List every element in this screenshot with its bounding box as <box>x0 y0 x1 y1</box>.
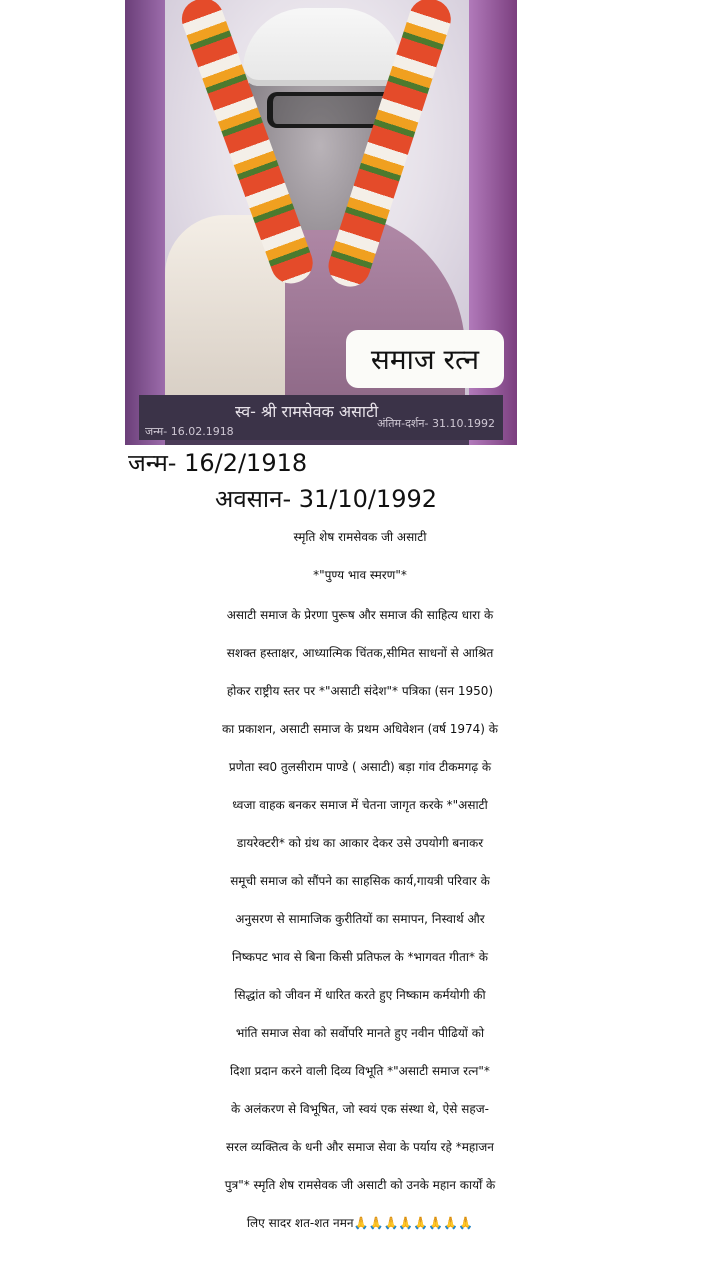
body-line: निष्कपट भाव से बिना किसी प्रतिफल के *भागवत गीता* के <box>232 950 488 964</box>
body-line: लिए सादर शत-शत नमन🙏🙏🙏🙏🙏🙏🙏🙏 <box>246 1216 474 1230</box>
body-line: प्रणेता स्व0 तुलसीराम पाण्डे ( असाटी) बड़ा गांव टीकमगढ़ के <box>228 760 492 774</box>
memorial-title: स्मृति शेष रामसेवक जी असाटी <box>293 530 427 544</box>
body-line: के अलंकरण से विभूषित, जो स्वयं एक संस्था थे, ऐसे सहज- <box>231 1102 489 1116</box>
body-line: सिद्धांत को जीवन में धारित करते हुए निष्काम कर्मयोगी की <box>234 988 486 1002</box>
body-line: असाटी समाज के प्रेरणा पुरूष और समाज की साहित्य धारा के <box>226 608 494 622</box>
memorial-photo <box>125 0 517 445</box>
photo-caption-name: स्व- श्री रामसेवक असाटी <box>235 402 379 421</box>
samaj-ratna-badge: समाज रत्न <box>346 330 504 388</box>
body-line: सरल व्यक्तित्व के धनी और समाज सेवा के पर्याय रहे *महाजन <box>226 1140 494 1154</box>
body-line: का प्रकाशन, असाटी समाज के प्रथम अधिवेशन (वर्ष 1974) के <box>221 722 499 736</box>
body-line: डायरेक्टरी* को ग्रंथ का आकार देकर उसे उपयोगी बनाकर <box>236 836 484 850</box>
body-line: ध्वजा वाहक बनकर समाज में चेतना जागृत करके *"असाटी <box>232 798 488 812</box>
death-date: अवसान- 31/10/1992 <box>215 485 438 513</box>
memorial-subtitle: *"पुण्य भाव स्मरण"* <box>313 568 407 582</box>
body-line: भांति समाज सेवा को सर्वोपरि मानते हुए नवीन पीढियों को <box>235 1026 485 1040</box>
photo-caption-birth: जन्म- 16.02.1918 <box>145 425 234 438</box>
body-line: पुत्र"* स्मृति शेष रामसेवक जी असाटी को उनके महान कार्यों के <box>224 1178 496 1192</box>
body-line: समूची समाज को सौंपने का साहसिक कार्य,गायत्री परिवार के <box>230 874 490 888</box>
body-line: दिशा प्रदान करने वाली दिव्य विभूति *"असाटी समाज रत्न"* <box>230 1064 490 1078</box>
curtain-left <box>125 0 165 445</box>
birth-date: जन्म- 16/2/1918 <box>128 449 308 477</box>
body-line: अनुसरण से सामाजिक कुरीतियों का समापन, निस्वार्थ और <box>235 912 485 926</box>
body-line: होकर राष्ट्रीय स्तर पर *"असाटी संदेश"* पत्रिका (सन 1950) <box>226 684 494 698</box>
photo-caption-death: अंतिम-दर्शन- 31.10.1992 <box>377 417 495 430</box>
body-line: सशक्त हस्ताक्षर, आध्यात्मिक चिंतक,सीमित साधनों से आश्रित <box>226 646 494 660</box>
